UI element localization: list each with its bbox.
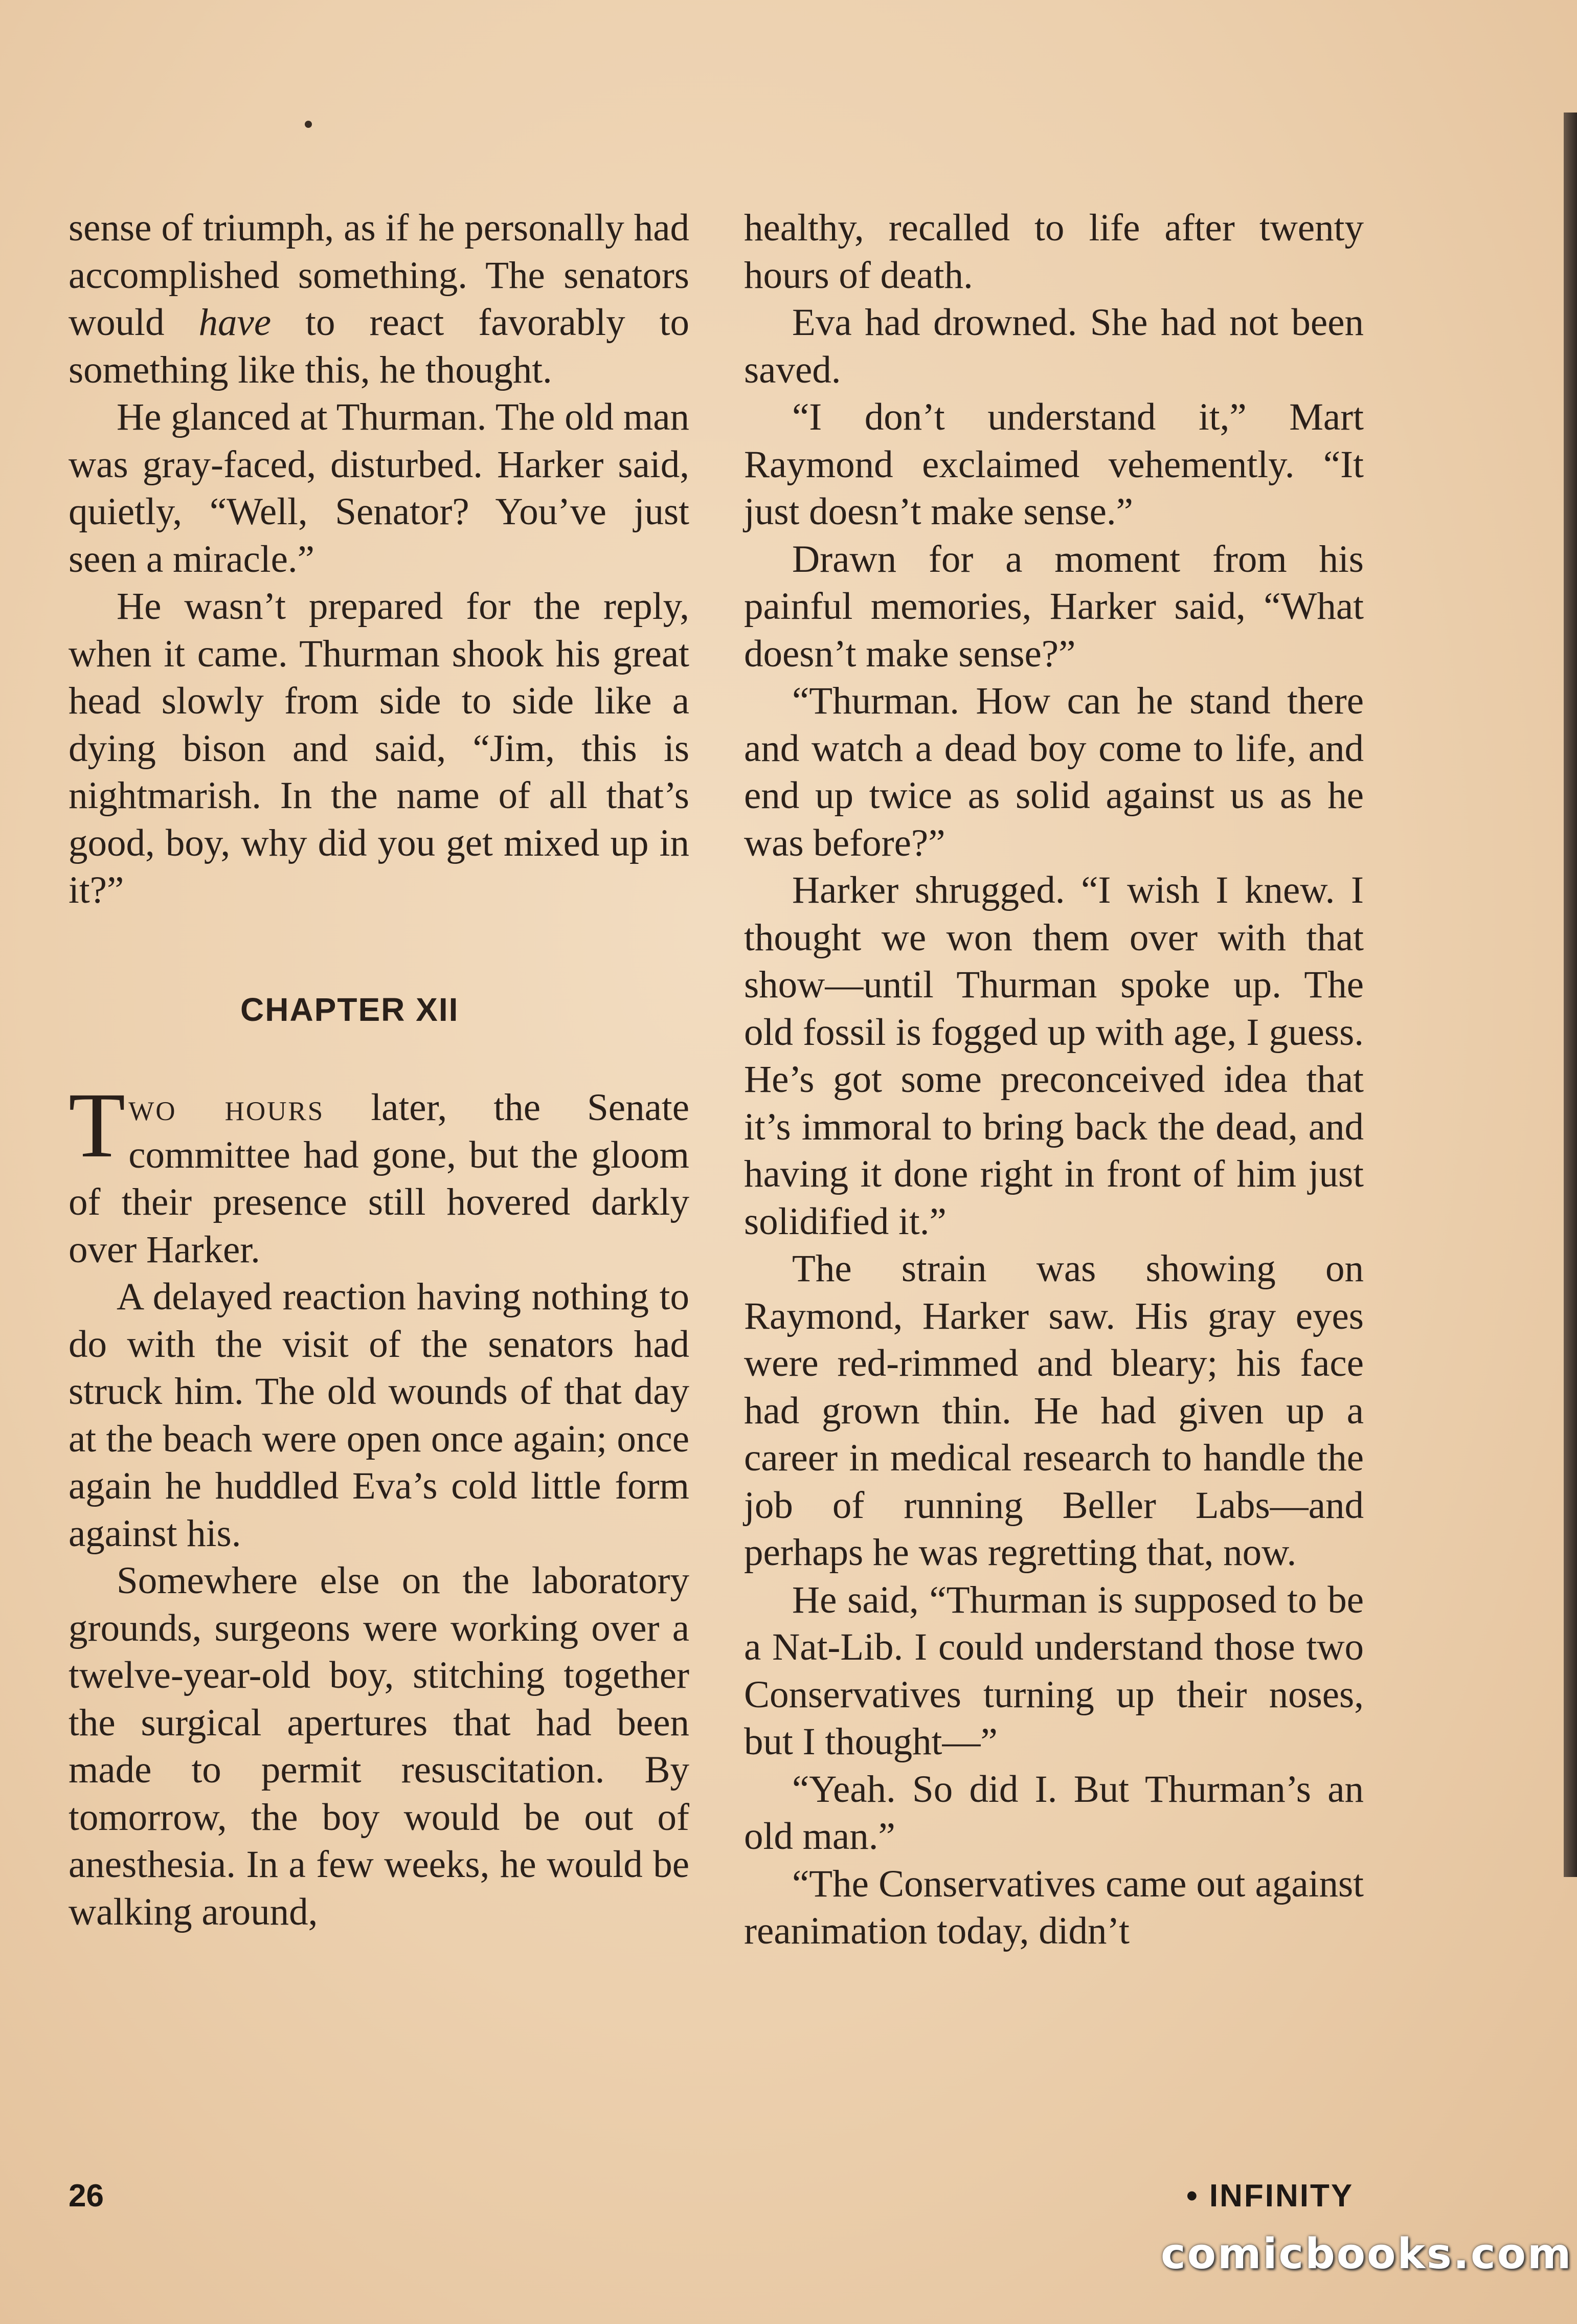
print-speck bbox=[305, 121, 312, 128]
emphasis: have bbox=[198, 301, 272, 344]
paragraph: A delayed reaction having nothing to do with the visit of the senators had struck him. The old wounds of that day at the beach were open once again; once again he huddled Eva’s cold little form against his. bbox=[69, 1276, 689, 1555]
binding-edge bbox=[1564, 113, 1577, 1877]
paragraph: He said, “Thurman is supposed to be a Nat-Lib. I could understand those two Conservatives turning up their noses, but I thought—” bbox=[744, 1578, 1364, 1763]
paragraph: sense of triumph, as if he personally had accomplished something. The senators would have to react favorably to something like this, he thought. bbox=[69, 207, 689, 391]
watermark-logo: comicbooks.com bbox=[1161, 2230, 1573, 2278]
drop-cap: T bbox=[69, 1074, 126, 1177]
paragraph: He glanced at Thurman. The old man was gray-faced, disturbed. Harker said, quietly, “Well, Senator? You’ve just seen a miracle.” bbox=[69, 396, 689, 580]
paragraph: “I don’t understand it,” Mart Raymond exclaimed vehemently. “It just doesn’t make sense.” bbox=[744, 396, 1364, 533]
right-column bbox=[744, 205, 1364, 1955]
paragraph: “The Conservatives came out against reanimation today, didn’t bbox=[744, 1862, 1364, 1952]
chapter-heading: CHAPTER XII bbox=[240, 991, 459, 1028]
paragraph: The strain was showing on Raymond, Harker saw. His gray eyes were red-rimmed and bleary; his face had grown thin. He had given up a career in medical research to handle the job of running Beller Labs—and perhaps he was regretting that, now. bbox=[744, 1247, 1364, 1574]
paragraph: Eva had drowned. She had not been saved. bbox=[744, 301, 1364, 391]
small-caps-lead: wo hours bbox=[128, 1086, 325, 1129]
paragraph: He wasn’t prepared for the reply, when it came. Thurman shook his great head slowly from side to side like a dying bison and said, “Jim, this is nightmarish. In the name of all that’s good, boy, why did you get mixed up in it?” bbox=[69, 585, 689, 911]
left-column bbox=[69, 205, 689, 1936]
paragraph: “Yeah. So did I. But Thurman’s an old man.” bbox=[744, 1768, 1364, 1858]
page-number: 26 bbox=[69, 2178, 104, 2214]
paragraph: Harker shrugged. “I wish I knew. I thought we won them over with that show—until Thurman spoke up. The old fossil is fogged up with age, I guess. He’s got some preconceived idea that it’s immoral to bring back the dead, and having it done right in front of him just solidified it.” bbox=[744, 869, 1364, 1243]
paragraph: Two hours later, the Senate committee had gone, but the gloom of their presence still hovered darkly over Harker. bbox=[69, 1074, 690, 1271]
running-head: • INFINITY bbox=[1186, 2178, 1354, 2214]
paragraph: healthy, recalled to life after twenty hours of death. bbox=[744, 207, 1364, 297]
paragraph: “Thurman. How can he stand there and watch a dead boy come to life, and end up twice as solid against us as he was before?” bbox=[744, 680, 1364, 864]
paragraph: Somewhere else on the laboratory grounds, surgeons were working over a twelve-year-old boy, stitching together the surgical apertures that had been made to permit resuscitation. By tomorrow, the boy would be out of anesthesia. In a few weeks, he would be walking around, bbox=[69, 1559, 689, 1933]
paragraph: Drawn for a moment from his painful memories, Harker said, “What doesn’t make sense?” bbox=[744, 538, 1364, 675]
